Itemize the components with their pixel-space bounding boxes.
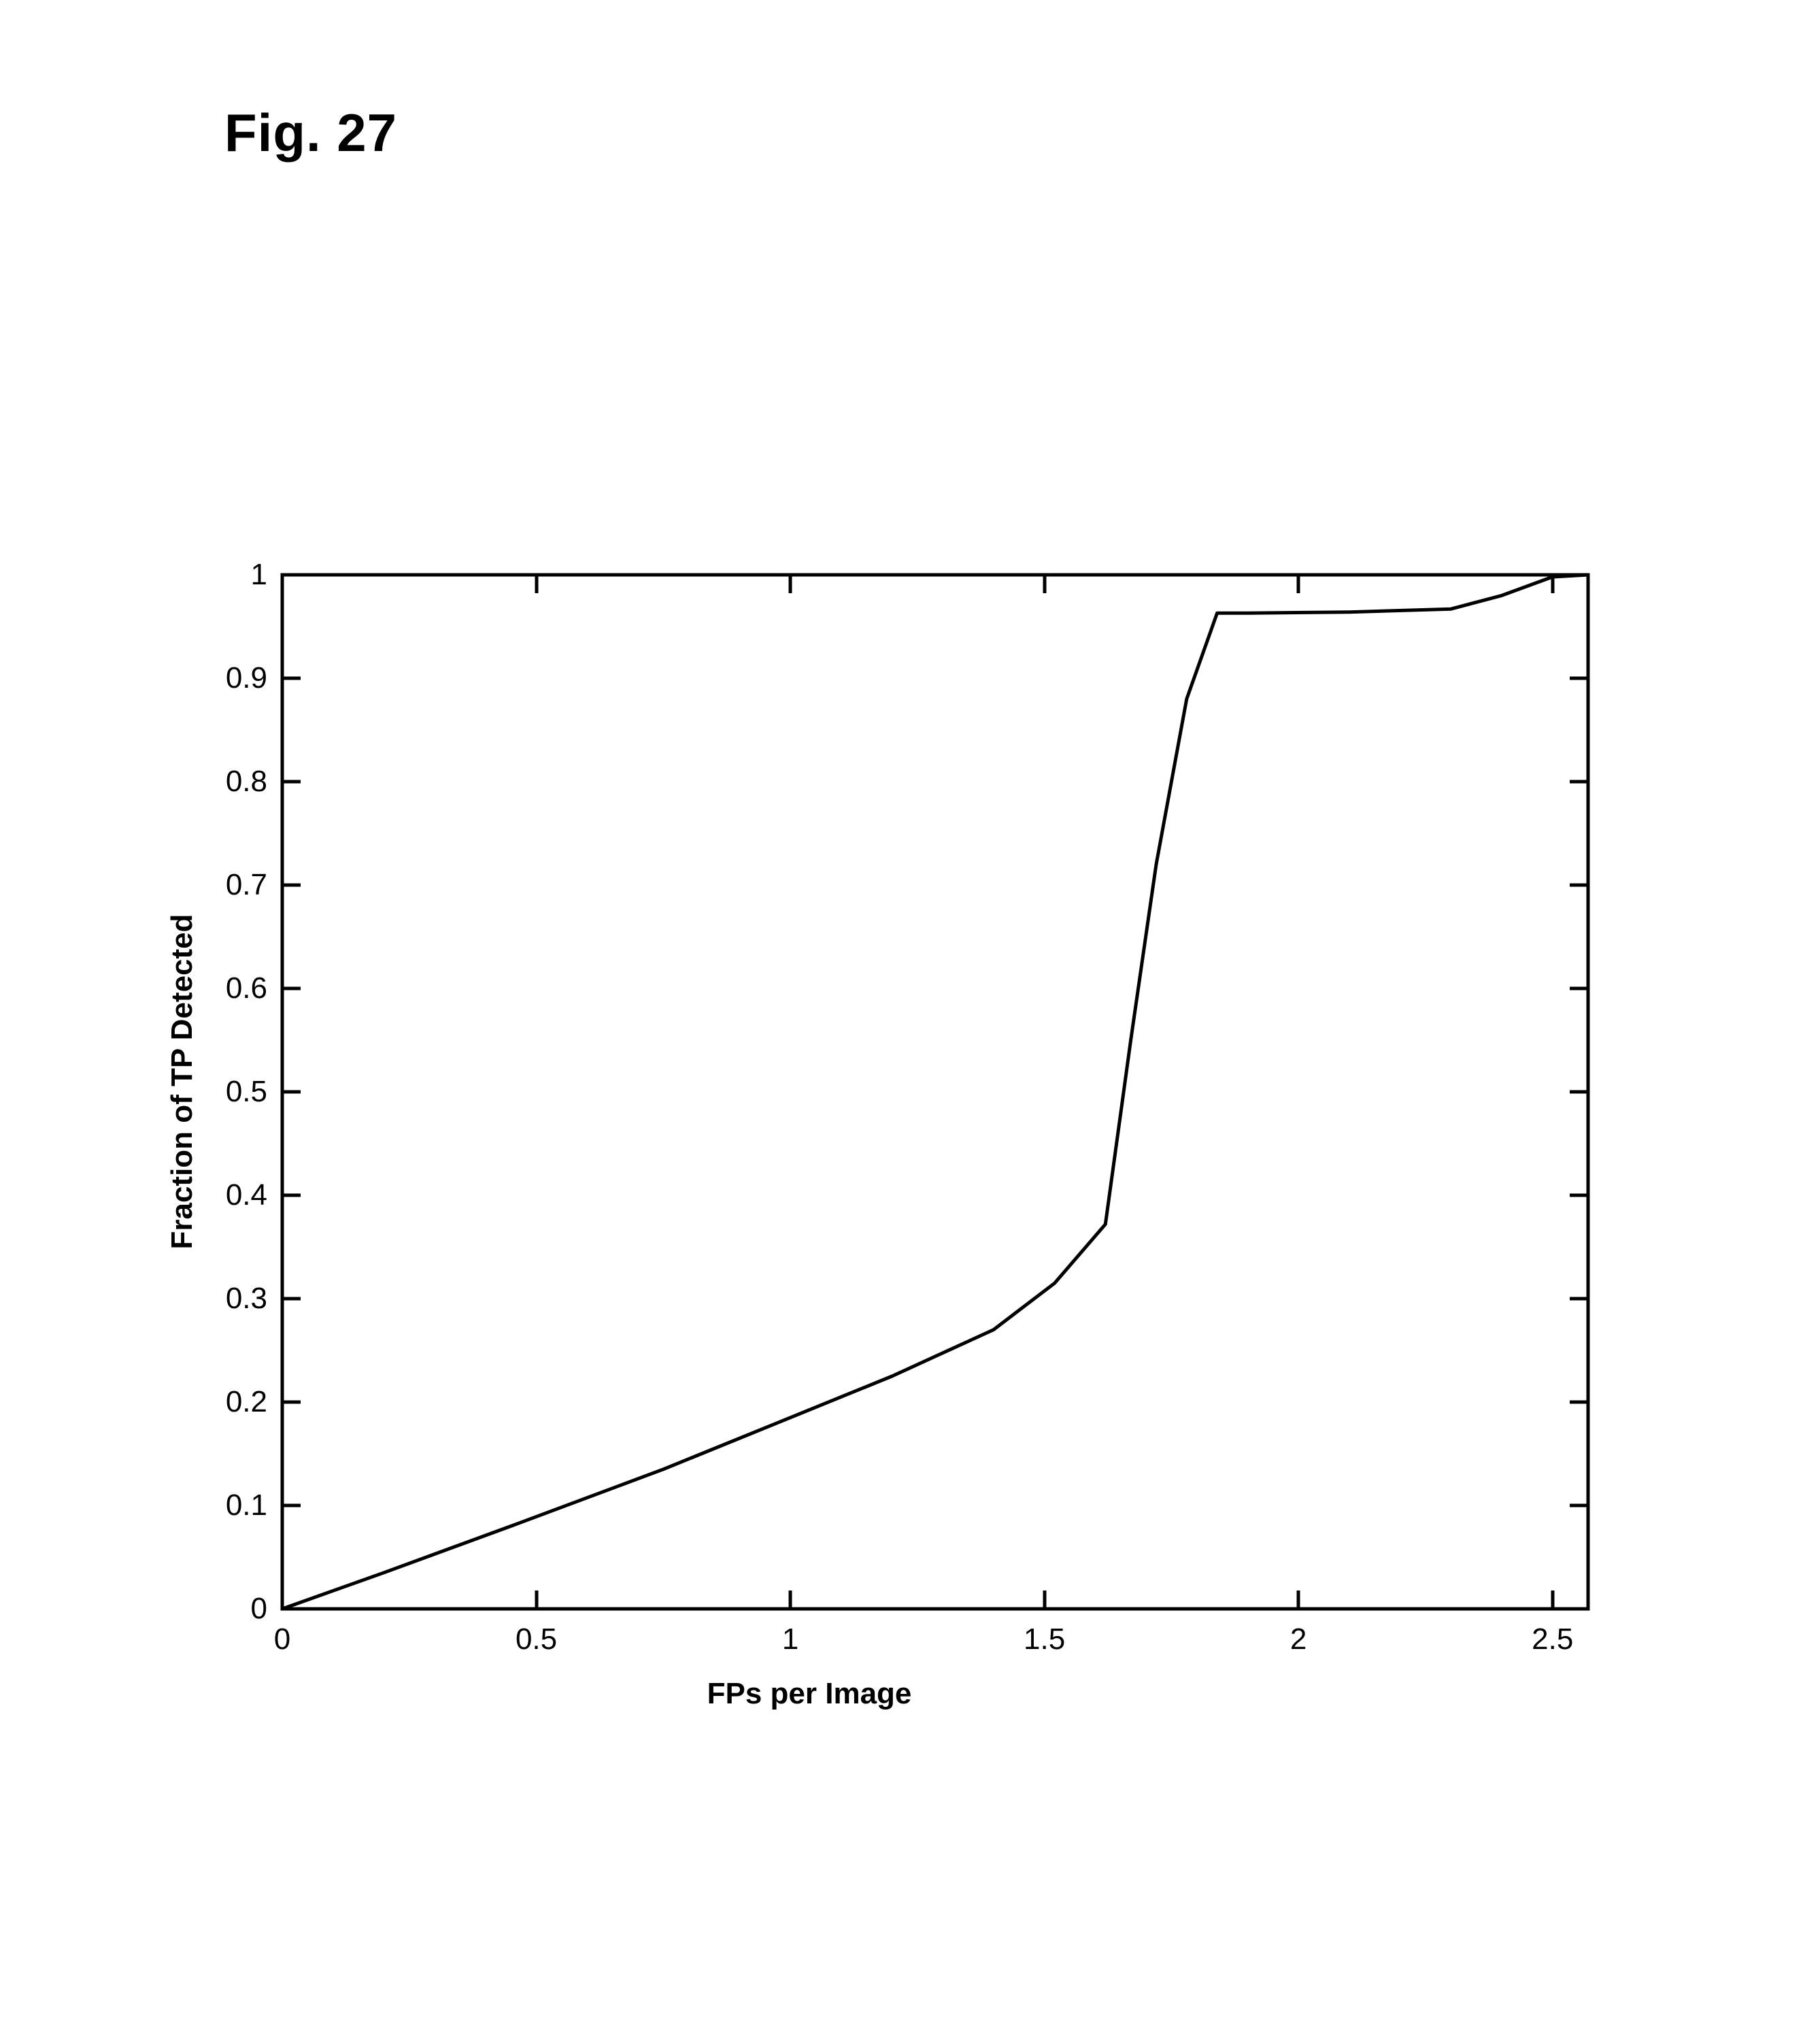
- figure-label: Fig. 27: [224, 103, 398, 163]
- plot-frame: [282, 575, 1588, 1609]
- y-axis-title: Fraction of TP Detected: [165, 914, 199, 1250]
- x-tick-label: 0: [273, 1622, 291, 1656]
- y-tick-label: 0.3: [225, 1282, 267, 1315]
- x-tick-label: 1: [781, 1622, 799, 1656]
- y-tick-label: 0.1: [225, 1488, 267, 1522]
- y-tick-label: 0.8: [225, 765, 267, 798]
- x-axis-ticks: [282, 575, 1553, 1609]
- y-tick-label: 0.5: [225, 1075, 267, 1108]
- y-axis-ticks: [282, 575, 1588, 1609]
- data-series-line: [282, 575, 1588, 1609]
- x-tick-label: 0.5: [515, 1622, 558, 1656]
- y-tick-label: 0.6: [225, 971, 267, 1005]
- x-tick-label: 2: [1290, 1622, 1307, 1656]
- y-tick-label: 1: [250, 558, 267, 591]
- y-tick-label: 0.4: [225, 1178, 267, 1212]
- y-tick-label: 0: [250, 1592, 267, 1625]
- x-axis-title: FPs per Image: [707, 1677, 912, 1710]
- y-tick-label: 0.9: [225, 661, 267, 695]
- x-tick-label: 1.5: [1024, 1622, 1066, 1656]
- y-tick-label: 0.2: [225, 1385, 267, 1418]
- y-tick-label: 0.7: [225, 868, 267, 901]
- x-tick-label: 2.5: [1532, 1622, 1574, 1656]
